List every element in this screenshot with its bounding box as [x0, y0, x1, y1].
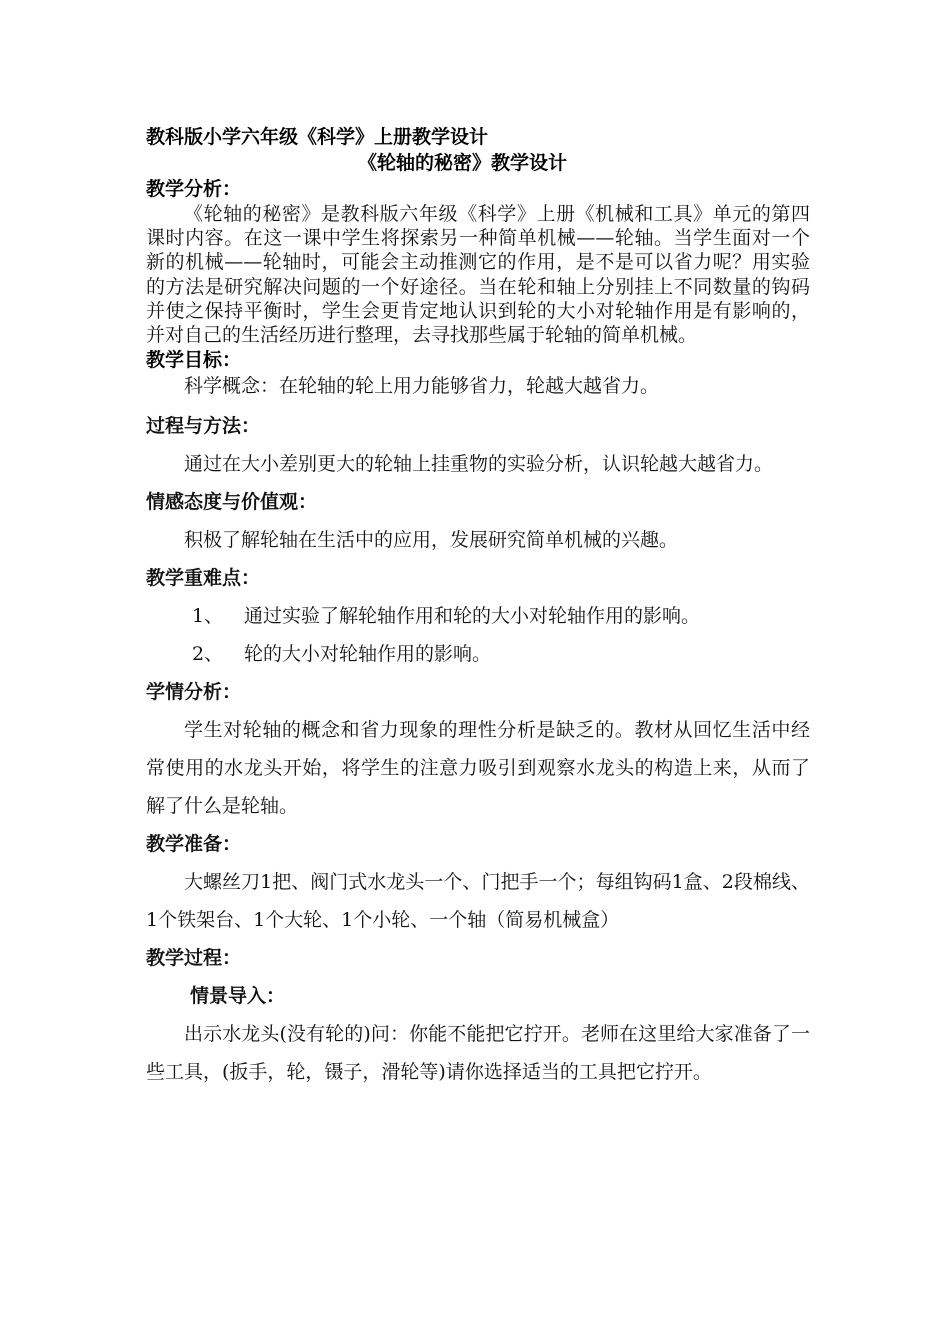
analysis-paragraph: 《轮轴的秘密》是教科版六年级《科学》上册《机械和工具》单元的第四课时内容。在这一课中学生将探索另一种简单机械——轮轴。当学生面对一个新的机械——轮轴时，可能会主动推测它的作用，是不是可以省力呢？用实验的方法是研究解决问题的一个好途径。当在轮和轴上分别挂上不同数量的钩码并使之保持平衡时，学生会更肯定地认识到轮的大小对轮轴作用是有影响的，并对自己的生活经历进行整理，去寻找那些属于轮轴的简单机械。: [146, 203, 810, 347]
key-point-number: 2、: [192, 643, 224, 666]
key-point-item: [146, 635, 810, 673]
lesson-title: 《轮轴的秘密》教学设计: [358, 152, 568, 174]
key-points-heading: 教学重难点：: [146, 567, 261, 590]
analysis-heading: 教学分析：: [146, 178, 242, 200]
key-point-item: [146, 597, 810, 635]
process-method-heading: 过程与方法：: [146, 415, 261, 438]
intro-paragraph: 出示水龙头(没有轮的)问：你能不能把它拧开。老师在这里给大家准备了一些工具，(扳手，轮，镊子，滑轮等)请你选择适当的工具把它拧开。: [146, 1023, 810, 1084]
student-analysis-heading: 学情分析：: [146, 681, 242, 704]
preparation-heading: 教学准备：: [146, 833, 242, 856]
objectives-heading: 教学目标：: [146, 349, 242, 372]
attitude-paragraph: 积极了解轮轴在生活中的应用，发展研究简单机械的兴趣。: [184, 529, 679, 552]
student-analysis-paragraph: 学生对轮轴的概念和省力现象的理性分析是缺乏的。教材从回忆生活中经常使用的水龙头开始，将学生的注意力吸引到观察水龙头的构造上来，从而了解了什么是轮轴。: [146, 719, 810, 818]
key-point-number: 1、: [192, 605, 224, 628]
document-title: 教科版小学六年级《科学》上册教学设计: [146, 126, 489, 148]
intro-heading: 情景导入：: [190, 985, 286, 1008]
document-page: [146, 124, 810, 1091]
procedure-heading: 教学过程：: [146, 947, 242, 970]
key-point-text: 轮的大小对轮轴作用的影响。: [244, 643, 492, 666]
process-method-paragraph: 通过在大小差别更大的轮轴上挂重物的实验分析，认识轮越大越省力。: [184, 453, 774, 476]
objectives-concept: 科学概念：在轮轴的轮上用力能够省力，轮越大越省力。: [184, 375, 660, 398]
attitude-heading: 情感态度与价值观：: [146, 491, 318, 514]
preparation-paragraph: 大螺丝刀1把、阀门式水龙头一个、门把手一个；每组钩码1盒、2段棉线、1个铁架台、1个大轮、1个小轮、一个轴（简易机械盒）: [146, 871, 810, 932]
key-point-text: 通过实验了解轮轴作用和轮的大小对轮轴作用的影响。: [244, 605, 701, 628]
